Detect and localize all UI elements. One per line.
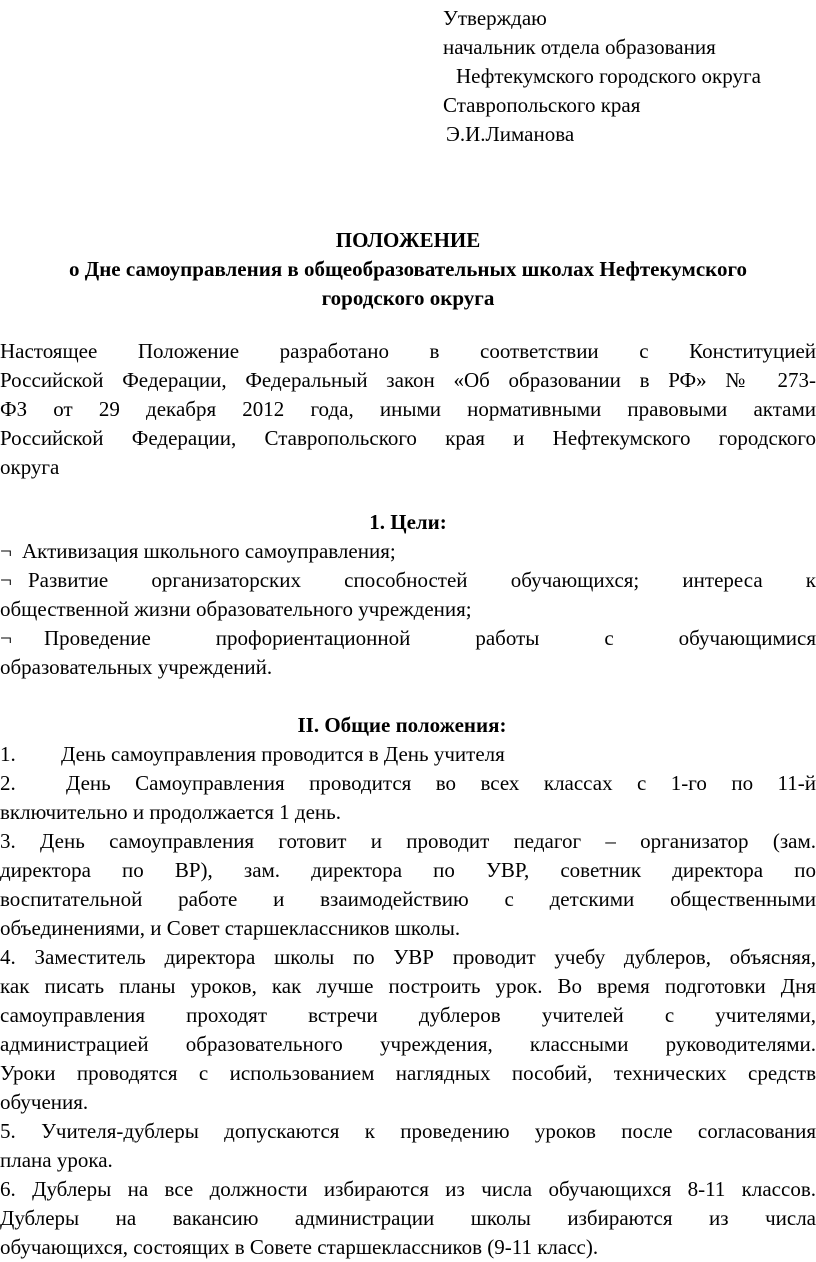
list-item: 1. День самоуправления проводится в День учителя xyxy=(0,742,505,766)
text-line: плана урока. xyxy=(0,1148,113,1172)
text-line: общественной жизни образовательного учреждения; xyxy=(0,597,472,621)
general-provisions xyxy=(0,740,816,1262)
text-line: обучающихся, состоящих в Совете старшеклассников (9-11 класс). xyxy=(0,1235,599,1259)
list-item: ¬ Проведение профориентационной работы с обучающимися xyxy=(0,624,816,653)
document-title-block xyxy=(0,226,816,313)
text-line: воспитательной работе и взаимодействию с детскими общественными xyxy=(0,887,816,911)
text-line: 4. Заместитель директора школы по УВР проводит учебу дублеров, объясняя, xyxy=(0,945,816,969)
approval-block xyxy=(443,4,816,149)
bullet-symbol: ¬ xyxy=(0,568,12,592)
text-line: Настоящее Положение разработано в соответствии с Конституцией xyxy=(0,339,816,363)
approval-line: Нефтекумского городского округа xyxy=(456,64,761,88)
text-line: Дублеры на вакансию администрации школы избираются из числа xyxy=(0,1206,816,1230)
document-title: ПОЛОЖЕНИЕ xyxy=(335,228,481,252)
text-line: Российской Федерации, Федеральный закон «Об образовании в РФ» № 273- xyxy=(0,368,816,392)
approval-line: начальник отдела образования xyxy=(443,35,716,59)
bullet-symbol: ¬ xyxy=(0,626,12,650)
goals-list xyxy=(0,537,816,682)
text-line: Российской Федерации, Ставропольского края и Нефтекумского городского xyxy=(0,426,816,450)
approval-line: Утверждаю xyxy=(443,6,547,30)
section-heading: II. Общие положения: xyxy=(297,713,507,737)
intro-paragraph xyxy=(0,337,816,482)
text-line: Уроки проводятся с использованием наглядных пособий, технических средств xyxy=(0,1061,816,1085)
list-item: 2. День Самоуправления проводится во всех классах с 1-го по 11-й xyxy=(0,771,816,795)
text-line: ФЗ от 29 декабря 2012 года, иными нормативными правовыми актами xyxy=(0,397,816,421)
text-line: директора по ВР), зам. директора по УВР, советник директора по xyxy=(0,858,816,882)
section-heading: 1. Цели: xyxy=(369,510,447,534)
text-line: 3. День самоуправления готовит и проводит педагог – организатор (зам. xyxy=(0,829,816,853)
text-line: как писать планы уроков, как лучше построить урок. Во время подготовки Дня xyxy=(0,974,816,998)
approval-line: Ставропольского края xyxy=(443,93,641,117)
text-line: обучения. xyxy=(0,1090,89,1114)
bullet-symbol: ¬ xyxy=(0,539,12,563)
text-line: образовательных учреждений. xyxy=(0,655,273,679)
text-line: округа xyxy=(0,455,60,479)
text-line: включительно и продолжается 1 день. xyxy=(0,800,341,824)
document-subtitle: городского округа xyxy=(321,286,495,310)
text-line: самоуправления проходят встречи дублеров учителей с учителями, xyxy=(0,1003,816,1027)
document-subtitle: о Дне самоуправления в общеобразовательных школах Нефтекумского xyxy=(69,257,747,281)
text-line: 6. Дублеры на все должности избираются из числа обучающихся 8-11 классов. xyxy=(0,1177,816,1201)
text-line: объединениями, и Совет старшеклассников школы. xyxy=(0,916,461,940)
text-line: 5. Учителя-дублеры допускаются к проведению уроков после согласования xyxy=(0,1119,816,1143)
list-item: ¬ Развитие организаторских способностей обучающихся; интереса к xyxy=(0,566,816,595)
approval-signature: Э.И.Лиманова xyxy=(446,122,575,146)
list-item: ¬ Активизация школьного самоуправления; xyxy=(0,537,816,566)
text-line: администрацией образовательного учреждения, классными руководителями. xyxy=(0,1032,816,1056)
